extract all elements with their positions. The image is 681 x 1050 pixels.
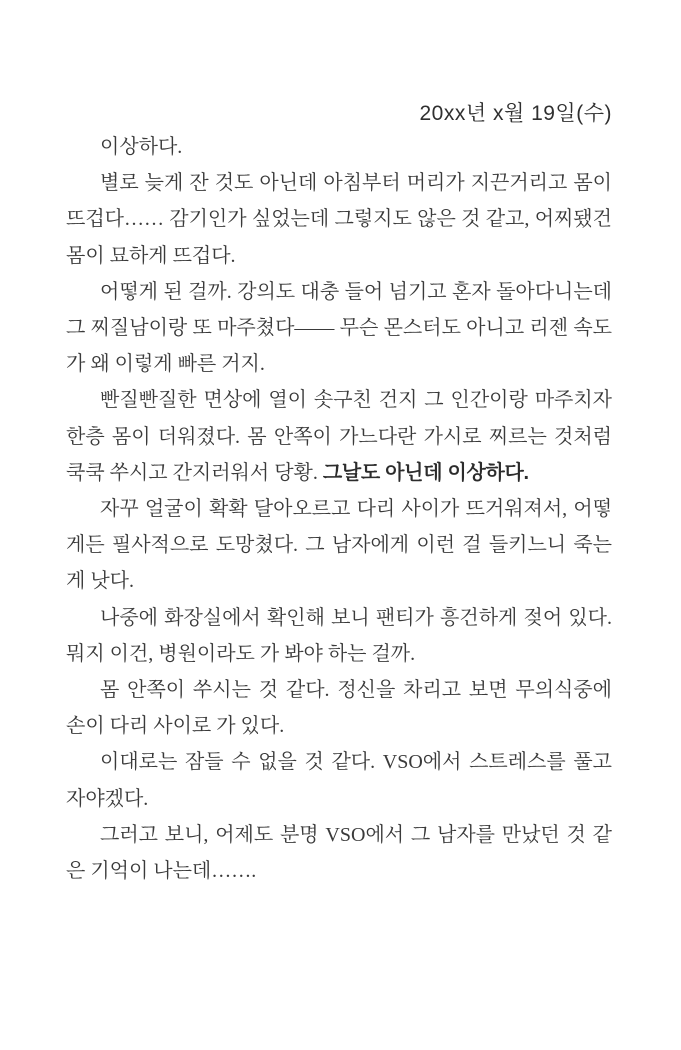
body-text: 그러고 보니, 어제도 분명 VSO에서 그 남자를 만났던 것 같은 기억이 나는데……. xyxy=(66,823,612,883)
diary-paragraph xyxy=(66,600,612,672)
body-text: 별로 늦게 잔 것도 아닌데 아침부터 머리가 지끈거리고 몸이 뜨겁다…… 감기인가 싶었는데 그렇지도 않은 것 같고, 어찌됐건 몸이 묘하게 뜨겁다. xyxy=(66,172,612,267)
diary-paragraph xyxy=(66,817,612,889)
diary-paragraph xyxy=(66,165,612,274)
diary-paragraph xyxy=(66,129,612,165)
diary-paragraph xyxy=(66,382,612,491)
diary-paragraph xyxy=(66,744,612,816)
emphasis-text: 그날도 아닌데 이상하다. xyxy=(322,461,529,484)
body-text: 몸 안쪽이 쑤시는 것 같다. 정신을 차리고 보면 무의식중에 손이 다리 사이로 가 있다. xyxy=(66,679,612,738)
body-text: 어떻게 된 걸까. 강의도 대충 들어 넘기고 혼자 돌아다니는데 그 찌질남이랑 또 마주쳤다—— 무슨 몬스터도 아니고 리젠 속도가 왜 이렇게 빠른 거지. xyxy=(66,280,612,376)
body-text: 이상하다. xyxy=(100,136,183,158)
diary-paragraph xyxy=(66,491,612,600)
body-text: 이대로는 잠들 수 없을 것 같다. VSO에서 스트레스를 풀고 자야겠다. xyxy=(66,751,612,810)
body-text: 빤질빤질한 면상에 열이 솟구친 건지 그 인간이랑 마주치자 한층 몸이 더워졌다. 몸 안쪽이 가느다란 가시로 찌르는 것처럼 쿡쿡 쑤시고 간지러워서 당황. xyxy=(66,389,612,484)
diary-paragraph xyxy=(66,274,612,383)
body-text: 자꾸 얼굴이 확확 달아오르고 다리 사이가 뜨거워져서, 어떻게든 필사적으로 도망쳤다. 그 남자에게 이런 걸 들키느니 죽는 게 낫다. xyxy=(66,498,612,593)
diary-paragraph xyxy=(66,672,612,744)
body-text: 나중에 화장실에서 확인해 보니 팬티가 흥건하게 젖어 있다. 뭐지 이건, 병원이라도 가 봐야 하는 걸까. xyxy=(66,606,612,665)
diary-body xyxy=(66,129,612,889)
diary-entry-date: 20xx년 x월 19일(수) xyxy=(419,102,612,125)
